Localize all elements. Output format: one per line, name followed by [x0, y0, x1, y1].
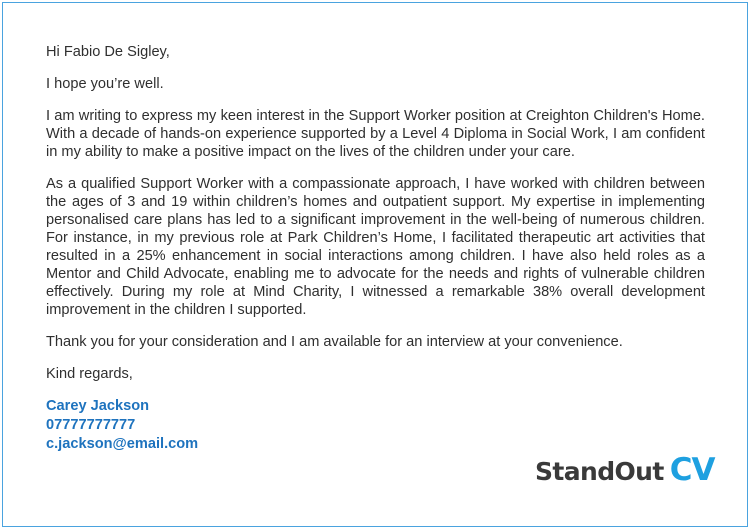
standout-cv-logo	[535, 452, 714, 488]
signature-name: Carey Jackson	[46, 398, 150, 414]
paragraph-experience: As a qualified Support Worker with a compassionate approach, I have worked with children between the ages of 3 and 19 within children’s homes and outpatient support. My expertise in implementing personalised care plans has led to a significant improvement in the well-being of numerous children. For instance, in my previous role at Park Children’s Home, I facilitated therapeutic art activities that resulted in a 25% enhancement in social interactions among children. I have also held roles as a Mentor and Child Advocate, enabling me to advocate for the needs and rights of vulnerable children effectively. During my role at Mind Charity, I witnessed a remarkable 38% overall development improvement in the children I supported.	[46, 176, 705, 318]
paragraph-thanks: Thank you for your consideration and I am available for an interview at your convenience.	[46, 334, 623, 350]
paragraph-intro: I am writing to express my keen interest in the Support Worker position at Creighton Children's Home. With a decade of hands-on experience supported by a Level 4 Diploma in Social Work, I am confident in my ability to make a positive impact on the lives of the children under your care.	[46, 108, 705, 160]
logo-word: StandOut	[535, 457, 664, 486]
closing: Kind regards,	[46, 366, 133, 382]
letter-body	[46, 43, 705, 454]
opening-line: I hope you’re well.	[46, 76, 164, 92]
signature-email: c.jackson@email.com	[46, 436, 199, 452]
signature-block	[46, 397, 705, 454]
cover-letter-page	[2, 2, 748, 527]
signature-phone: 07777777777	[46, 417, 136, 433]
logo-accent: CV	[669, 452, 715, 488]
greeting: Hi Fabio De Sigley,	[46, 44, 170, 60]
